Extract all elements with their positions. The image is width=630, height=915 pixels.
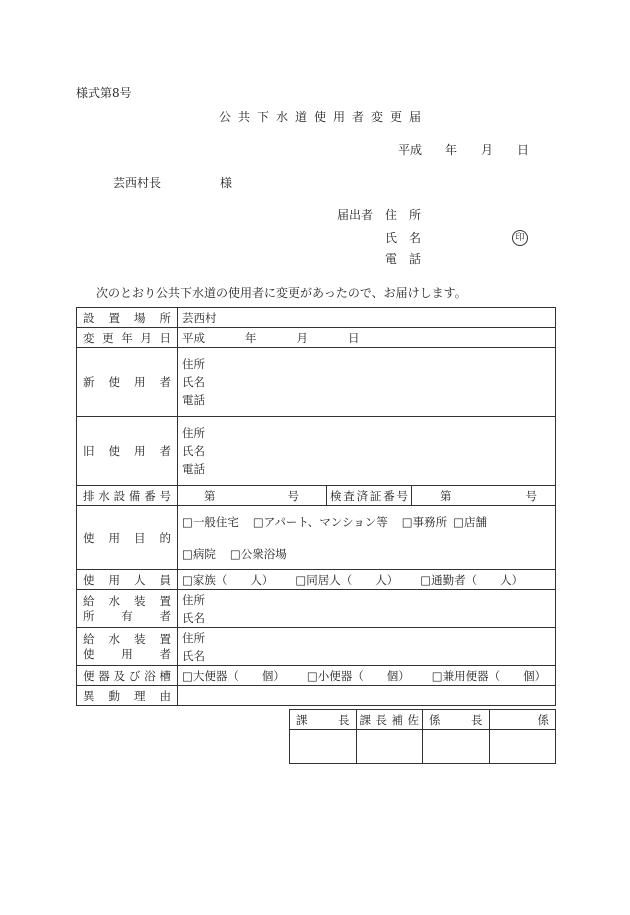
- row-persons: [77, 570, 556, 590]
- approval-stamp-row: [290, 730, 556, 764]
- new-user-address: 住所: [182, 357, 205, 371]
- approval-section-chief-label: 課長: [290, 710, 357, 730]
- toilets-combined-checkbox[interactable]: □兼用便器（ 個）: [431, 668, 547, 683]
- new-user-name: 氏名: [182, 375, 205, 389]
- reason-label: 異動理由: [77, 686, 178, 706]
- date-day: 日: [517, 143, 530, 157]
- approval-deputy-chief-stamp[interactable]: [356, 730, 423, 764]
- toilets-large-checkbox[interactable]: □大便器（ 個）: [182, 668, 285, 683]
- seal-icon: 印: [512, 230, 528, 246]
- change-date-year: 年: [245, 330, 257, 345]
- approval-staff-label: 係: [489, 710, 556, 730]
- applicant-name-label: 氏 名: [385, 231, 422, 245]
- applicant-address-label: 住 所: [385, 208, 422, 222]
- inspection-number-suffix: 号: [525, 488, 537, 503]
- water-owner-name: 氏名: [182, 610, 205, 625]
- approval-deputy-chief-label: 課長補佐: [356, 710, 423, 730]
- old-user-address: 住所: [182, 426, 205, 440]
- drain-number-label: 排水設備番号: [77, 486, 178, 506]
- toilets-field: [178, 666, 556, 686]
- inspection-number-label: 検査済証番号: [327, 486, 412, 506]
- row-location: [77, 308, 556, 328]
- water-user-label-1: 給水装置: [83, 631, 171, 646]
- addressee-honorific: 様: [220, 176, 233, 190]
- water-owner-label-2: 所有者: [83, 608, 171, 623]
- old-user-field[interactable]: [178, 417, 556, 486]
- purpose-house-checkbox[interactable]: □一般住宅: [182, 514, 239, 529]
- row-change-date: [77, 328, 556, 348]
- row-water-user: [77, 628, 556, 666]
- change-date-era: 平成: [182, 330, 205, 345]
- intro-text: 次のとおり公共下水道の使用者に変更があったので、お届けします。: [96, 286, 467, 300]
- purpose-apartment-checkbox[interactable]: □アパート、マンション等: [252, 514, 388, 529]
- change-date-month: 月: [296, 330, 308, 345]
- addressee-name: 芸西村長: [113, 176, 162, 190]
- purpose-hospital-checkbox[interactable]: □病院: [182, 546, 216, 561]
- row-water-owner: [77, 590, 556, 628]
- reason-field[interactable]: [178, 686, 556, 706]
- approval-unit-chief-label: 係長: [423, 710, 490, 730]
- water-owner-label: [77, 590, 178, 628]
- form-number: 様式第8号: [76, 86, 132, 100]
- date-year: 年: [445, 143, 458, 157]
- water-owner-label-1: 給水装置: [83, 593, 171, 608]
- toilets-label: 便器及び浴槽: [77, 666, 178, 686]
- purpose-office-checkbox[interactable]: □事務所: [401, 514, 448, 529]
- old-user-label: 旧使用者: [77, 417, 178, 486]
- row-new-user: [77, 348, 556, 417]
- date-era: 平成: [398, 143, 423, 157]
- approval-staff-stamp[interactable]: [489, 730, 556, 764]
- persons-family-checkbox[interactable]: □家族（ 人）: [182, 572, 274, 587]
- water-user-name: 氏名: [182, 648, 205, 663]
- change-date-day: 日: [348, 330, 360, 345]
- approval-section-chief-stamp[interactable]: [290, 730, 357, 764]
- drain-number-prefix: 第: [204, 488, 216, 503]
- toilets-small-checkbox[interactable]: □小便器（ 個）: [306, 668, 410, 683]
- row-purpose: [77, 506, 556, 570]
- change-date-label: 変更年月日: [77, 328, 178, 348]
- water-user-address: 住所: [182, 630, 205, 645]
- water-user-field[interactable]: [178, 628, 556, 666]
- purpose-label: 使用目的: [77, 506, 178, 570]
- row-old-user: [77, 417, 556, 486]
- row-toilets: [77, 666, 556, 686]
- water-owner-address: 住所: [182, 592, 205, 607]
- purpose-shop-checkbox[interactable]: □店舗: [453, 514, 488, 529]
- new-user-field[interactable]: [178, 348, 556, 417]
- drain-number-suffix: 号: [287, 488, 299, 503]
- purpose-field: [178, 506, 556, 570]
- persons-field: [178, 570, 556, 590]
- location-value[interactable]: 芸西村: [178, 308, 556, 328]
- row-reason: [77, 686, 556, 706]
- applicant-phone-label: 電 話: [385, 252, 422, 266]
- persons-commuter-checkbox[interactable]: □通勤者（ 人）: [420, 572, 524, 587]
- new-user-label: 新使用者: [77, 348, 178, 417]
- new-user-phone: 電話: [182, 393, 205, 407]
- old-user-name: 氏名: [182, 444, 205, 458]
- purpose-bathhouse-checkbox[interactable]: □公衆浴場: [229, 546, 287, 561]
- drain-number-field[interactable]: [178, 486, 327, 506]
- old-user-phone: 電話: [182, 462, 205, 476]
- main-form-table: [76, 307, 556, 706]
- persons-cohabitant-checkbox[interactable]: □同居人（ 人）: [295, 572, 399, 587]
- approval-header-row: [290, 710, 556, 730]
- page-title: 公共下水道使用者変更届: [219, 110, 429, 124]
- approval-unit-chief-stamp[interactable]: [423, 730, 490, 764]
- applicant-label: 届出者: [337, 208, 374, 222]
- change-date-field[interactable]: [178, 328, 556, 348]
- water-user-label-2: 使用者: [83, 646, 171, 661]
- approval-table: [289, 709, 556, 764]
- row-drain-number: [77, 486, 556, 506]
- inspection-number-field[interactable]: [412, 486, 556, 506]
- water-owner-field[interactable]: [178, 590, 556, 628]
- water-user-label: [77, 628, 178, 666]
- inspection-number-prefix: 第: [440, 488, 452, 503]
- location-label: 設置場所: [77, 308, 178, 328]
- persons-label: 使用人員: [77, 570, 178, 590]
- date-month: 月: [481, 143, 494, 157]
